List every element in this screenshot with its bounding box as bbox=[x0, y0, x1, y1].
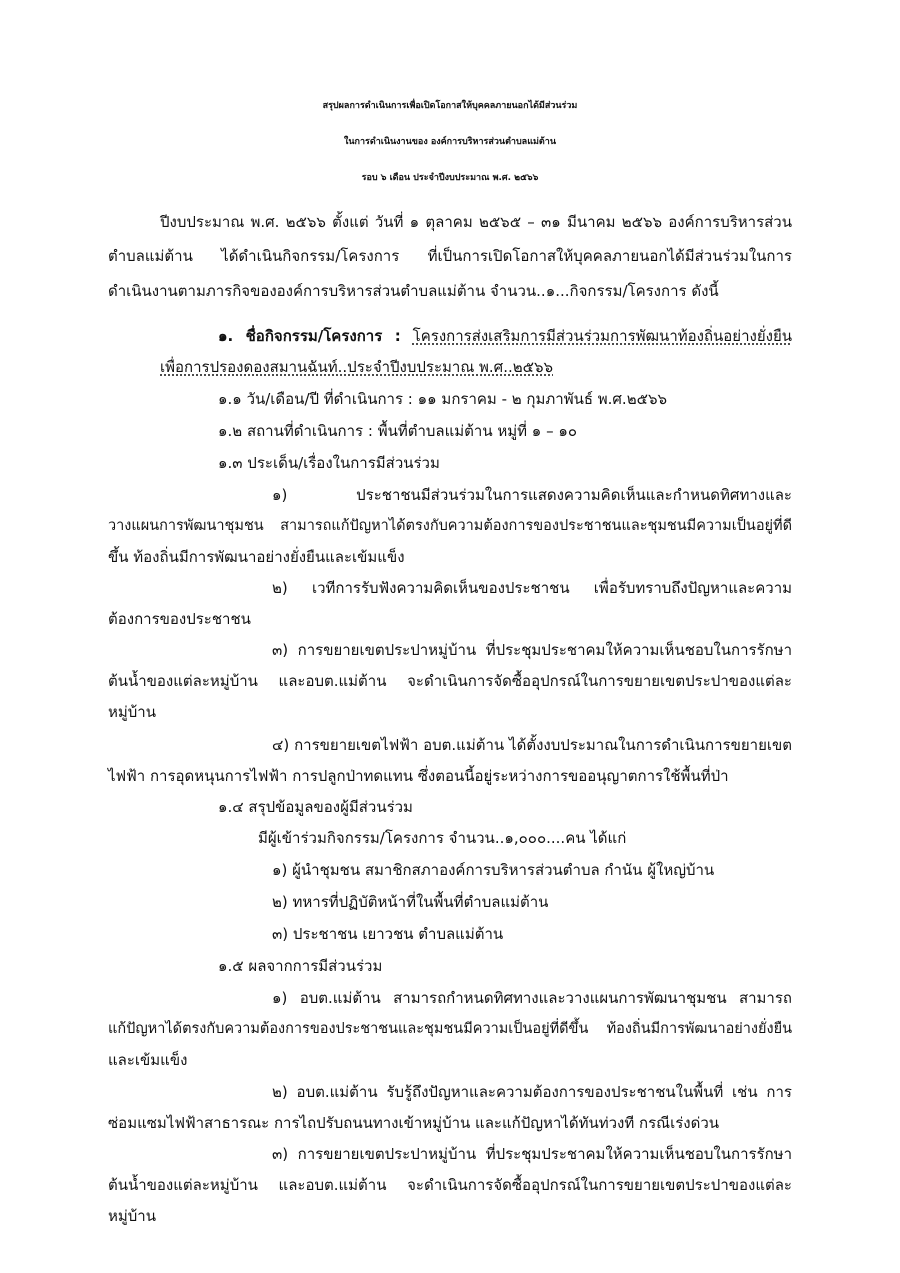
place-line: ๑.๒ สถานที่ดำเนินการ : พื้นที่ตำบลแม่ต้าน หมู่ที่ ๑ – ๑๐ bbox=[218, 422, 578, 440]
issue-1-line-3: ขึ้น ท้องถิ่นมีการพัฒนาอย่างยั่งยืนและเข้มแข็ง bbox=[108, 548, 405, 566]
title-line-2: ในการดำเนินงานของ องค์การบริหารส่วนตำบลแม่ต้าน bbox=[344, 137, 556, 147]
intro-line-1: ปีงบประมาณ พ.ศ. ๒๕๖๖ ตั้งแต่ วันที่ ๑ ตุลาคม ๒๕๖๕ – ๓๑ มีนาคม ๒๕๖๖ องค์การบริหารส่วน bbox=[160, 213, 792, 231]
issue-3-line-1: ๓) การขยายเขตประปาหมู่บ้าน ที่ประชุมประชาคมให้ความเห็นชอบในการรักษา bbox=[272, 641, 792, 659]
group-1: ๑) ผู้นำชุมชน สมาชิกสภาองค์การบริหารส่วนตำบล กำนัน ผู้ใหญ่บ้าน bbox=[272, 861, 715, 879]
issues-heading: ๑.๓ ประเด็น/เรื่องในการมีส่วนร่วม bbox=[218, 454, 440, 472]
intro-line-2: ตำบลแม่ต้าน ได้ดำเนินกิจกรรม/โครงการ ที่เป็นการเปิดโอกาสให้บุคคลภายนอกได้มีส่วนร่วมในการ bbox=[108, 247, 792, 265]
issue-4-line-1: ๔) การขยายเขตไฟฟ้า อบต.แม่ต้าน ได้ตั้งงบประมาณในการดำเนินการขยายเขต bbox=[272, 736, 792, 754]
result-3-line-1: ๓) การขยายเขตประปาหมู่บ้าน ที่ประชุมประชาคมให้ความเห็นชอบในการรักษา bbox=[272, 1145, 792, 1163]
summary-heading: ๑.๔ สรุปข้อมูลของผู้มีส่วนร่วม bbox=[218, 798, 413, 816]
project-name-line-2: เพื่อการปรองดองสมานฉันท์..ประจำปีงบประมาณ พ.ศ..๒๕๖๖ bbox=[160, 358, 554, 376]
results-heading: ๑.๕ ผลจากการมีส่วนร่วม bbox=[218, 957, 383, 975]
group-3: ๓) ประชาชน เยาวชน ตำบลแม่ต้าน bbox=[272, 925, 504, 943]
intro-line-3-text: ดำเนินงานตามภารกิจขององค์การบริหารส่วนตำบลแม่ต้าน จำนวน bbox=[108, 282, 537, 300]
issue-3-line-3: หมู่บ้าน bbox=[108, 703, 156, 721]
document-title bbox=[0, 88, 900, 196]
result-1-line-2: แก้ปัญหาได้ตรงกับความต้องการของประชาชนและชุมชนมีความเป็นอยู่ที่ดีขึ้น ท้องถิ่นมีการพัฒนาอย่างยั่งยืน bbox=[108, 1021, 792, 1037]
title-line-3: รอบ ๖ เดือน ประจำปีงบประมาณ พ.ศ. ๒๕๖๖ bbox=[361, 173, 539, 183]
project-heading-label: ๑. ชื่อกิจกรรม/โครงการ : bbox=[218, 327, 401, 345]
participants-text: มีผู้เข้าร่วมกิจกรรม/โครงการ จำนวน bbox=[258, 829, 495, 847]
issue-3-line-2: ต้นน้ำของแต่ละหมู่บ้าน และอบต.แม่ต้าน จะดำเนินการจัดซื้ออุปกรณ์ในการขยายเขตประปาของแต่ละ bbox=[108, 672, 792, 690]
issue-1-line-1: ๑) ประชาชนมีส่วนร่วมในการแสดงความคิดเห็นและกำหนดทิศทางและ bbox=[272, 486, 792, 504]
project-heading bbox=[218, 326, 792, 346]
group-2: ๒) ทหารที่ปฏิบัติหน้าที่ในพื้นที่ตำบลแม่ต้าน bbox=[272, 893, 549, 911]
result-2-line-1: ๒) อบต.แม่ต้าน รับรู้ถึงปัญหาและความต้องการของประชาชนในพื้นที่ เช่น การ bbox=[272, 1083, 792, 1101]
issue-1-line-2: วางแผนการพัฒนาชุมชน สามารถแก้ปัญหาได้ตรงกับความต้องการของประชาชนและชุมชนมีความเป็นอยู่ที่ดี bbox=[108, 518, 792, 534]
date-line: ๑.๑ วัน/เดือน/ปี ที่ดำเนินการ : ๑๑ มกราคม - ๒ กุมภาพันธ์ พ.ศ.๒๕๖๖ bbox=[218, 390, 667, 408]
issue-4-line-2: ไฟฟ้า การอุดหนุนการไฟฟ้า การปลูกป่าทดแทน ซึ่งตอนนี้อยู่ระหว่างการขออนุญาตการใช้พื้นที่ป่า bbox=[108, 767, 729, 785]
title-line-1: สรุปผลการดำเนินการเพื่อเปิดโอกาสให้บุคคลภายนอกได้มีส่วนร่วม bbox=[322, 101, 578, 111]
participants-end: คน ได้แก่ bbox=[565, 829, 627, 847]
issue-2-line-1: ๒) เวทีการรับฟังความคิดเห็นของประชาชน เพื่อรับทราบถึงปัญหาและความ bbox=[272, 579, 792, 597]
participants-line bbox=[258, 828, 626, 848]
issue-2-line-2: ต้องการของประชาชน bbox=[108, 610, 251, 628]
intro-line-3 bbox=[108, 281, 719, 301]
result-3-line-2: ต้นน้ำของแต่ละหมู่บ้าน และอบต.แม่ต้าน จะดำเนินการจัดซื้ออุปกรณ์ในการขยายเขตประปาของแต่ละ bbox=[108, 1176, 792, 1194]
result-3-line-3: หมู่บ้าน bbox=[108, 1207, 156, 1225]
intro-line-3-end: กิจกรรม/โครงการ ดังนี้ bbox=[569, 282, 719, 300]
result-2-line-2: ซ่อมแซมไฟฟ้าสาธารณะ การไถปรับถนนทางเข้าหมู่บ้าน และแก้ปัญหาได้ทันท่วงที กรณีเร่งด่วน bbox=[108, 1114, 720, 1132]
result-1-line-3: และเข้มแข็ง bbox=[108, 1051, 188, 1069]
participants-count: ..๑,๐๐๐.... bbox=[494, 829, 566, 847]
activity-count: ..๑... bbox=[536, 282, 570, 300]
result-1-line-1: ๑) อบต.แม่ต้าน สามารถกำหนดทิศทางและวางแผนการพัฒนาชุมชน สามารถ bbox=[272, 989, 792, 1007]
project-name-line-1: โครงการส่งเสริมการมีส่วนร่วมการพัฒนาท้องถิ่นอย่างยั่งยืน bbox=[412, 327, 792, 345]
